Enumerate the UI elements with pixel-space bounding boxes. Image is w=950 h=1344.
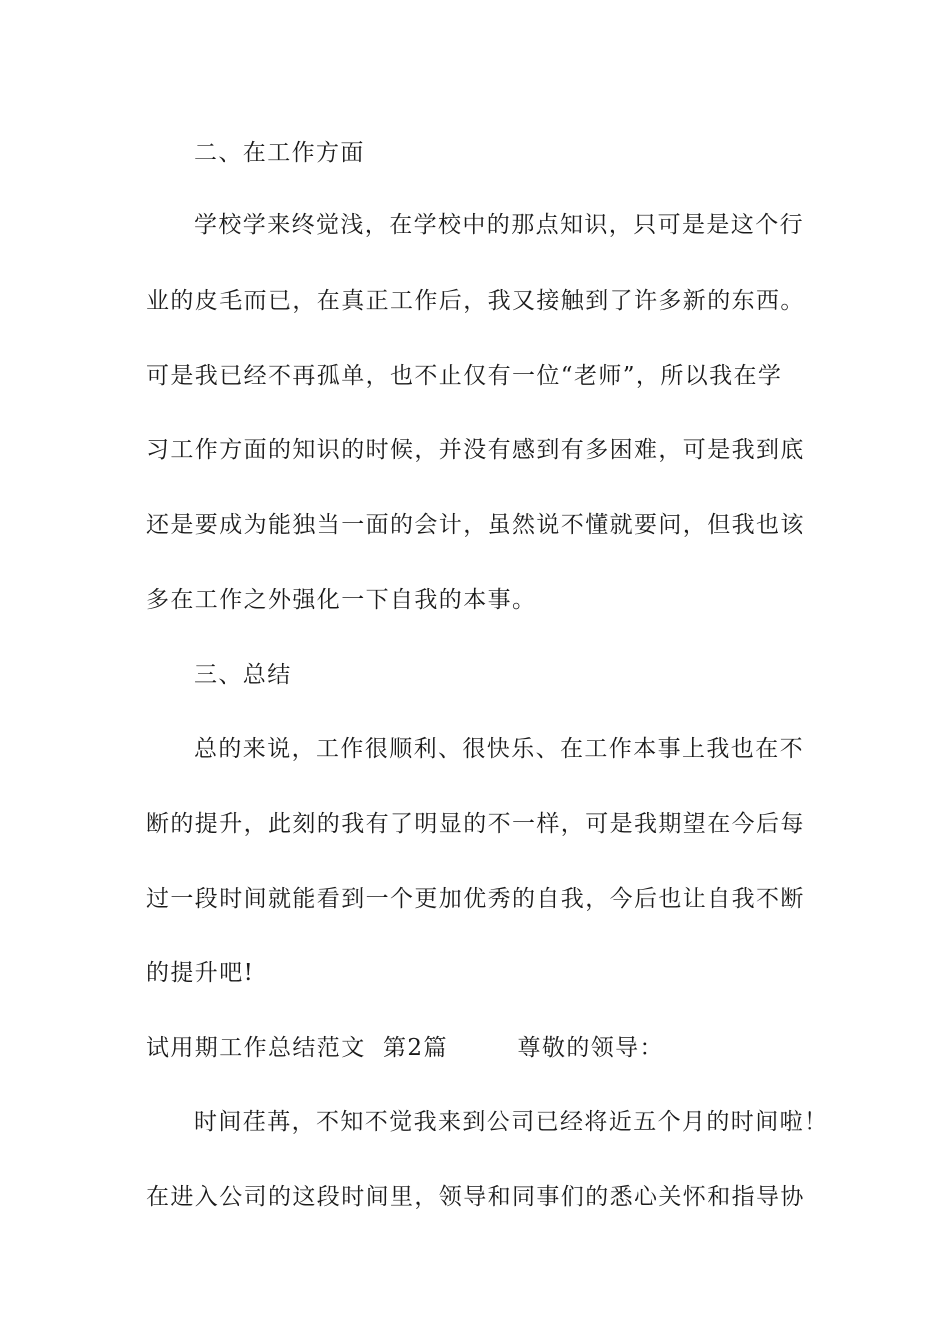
section-heading-work: 二、在工作方面: [194, 140, 365, 166]
section-heading-summary: 三、总结: [194, 662, 292, 688]
paragraph-line: 习工作方面的知识的时候，并没有感到有多困难，可是我到底: [146, 437, 805, 463]
paragraph-line: 时间荏苒，不知不觉我来到公司已经将近五个月的时间啦！: [194, 1109, 829, 1135]
paragraph-line: 还是要成为能独当一面的会计，虽然说不懂就要问，但我也该: [146, 512, 805, 538]
paragraph-line: 过一段时间就能看到一个更加优秀的自我，今后也让自我不断: [146, 886, 805, 912]
paragraph-line: 可是我已经不再孤单，也不止仅有一位“老师”，所以我在学: [146, 363, 783, 389]
article-title-line: 试用期工作总结范文 第2篇 尊敬的领导：: [146, 1035, 664, 1061]
paragraph-line: 断的提升，此刻的我有了明显的不一样，可是我期望在今后每: [146, 811, 805, 837]
paragraph-line: 在进入公司的这段时间里，领导和同事们的悉心关怀和指导协: [146, 1184, 805, 1210]
paragraph-line: 的提升吧!: [146, 960, 255, 986]
paragraph-line: 总的来说，工作很顺利、很快乐、在工作本事上我也在不: [194, 736, 804, 762]
paragraph-line: 业的皮毛而已，在真正工作后，我又接触到了许多新的东西。: [146, 288, 805, 314]
paragraph-line: 多在工作之外强化一下自我的本事。: [146, 587, 537, 613]
paragraph-line: 学校学来终觉浅，在学校中的那点知识，只可是是这个行: [194, 212, 804, 238]
